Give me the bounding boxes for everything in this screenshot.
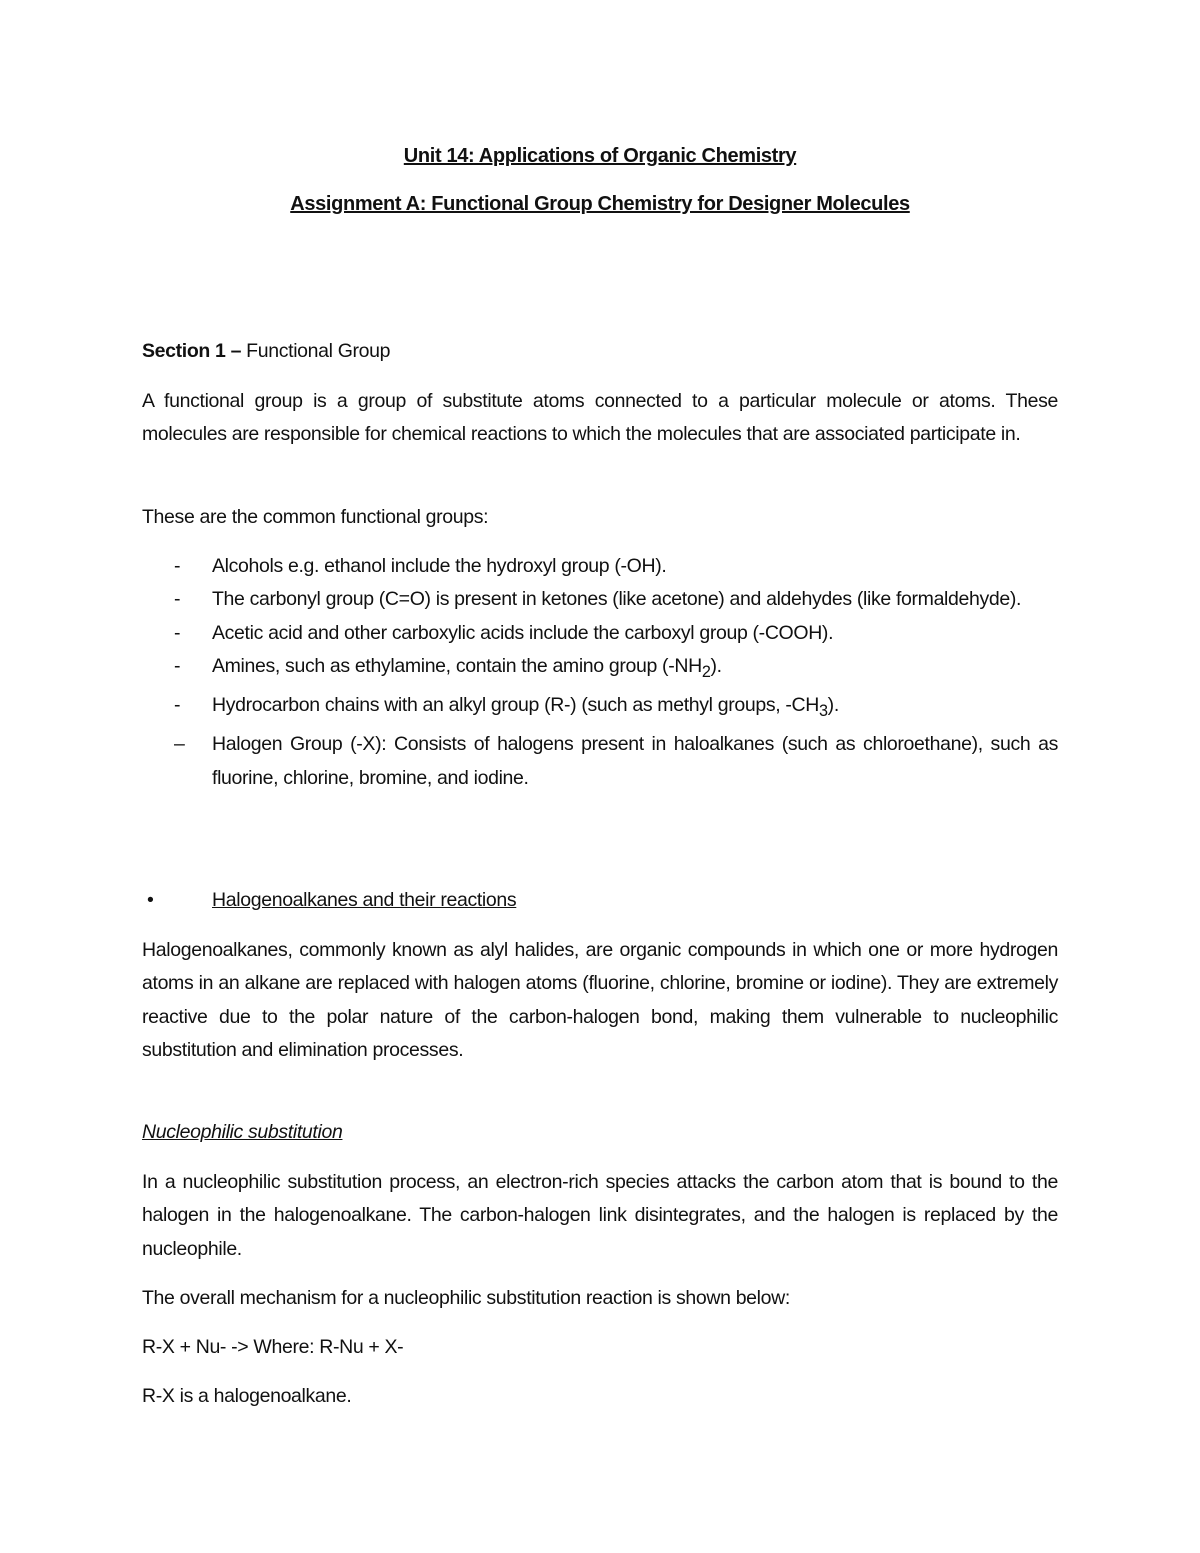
list-item-text: Acetic acid and other carboxylic acids include the carboxyl group (-COOH). — [212, 621, 834, 644]
mechanism-intro: The overall mechanism for a nucleophilic substitution reaction is shown below: — [142, 1287, 790, 1309]
subscript: 2 — [701, 662, 711, 681]
section-heading-text: Functional Group — [241, 340, 391, 362]
subscript: 3 — [818, 701, 828, 720]
list-intro: These are the common functional groups: — [142, 506, 489, 528]
list-item-text: ). — [710, 654, 722, 677]
halogenoalkanes-heading — [142, 884, 1058, 917]
functional-group-paragraph: A functional group is a group of substitute atoms connected to a particular molecule or atoms. These molecules are responsible for chemical reactions to which the molecules that are associated participate in. — [142, 390, 1058, 446]
list-item-text: Amines, such as ethylamine, contain the amino group (-NH — [212, 654, 702, 677]
list-marker: - — [174, 588, 181, 611]
list-marker: - — [174, 555, 181, 577]
document-title: Unit 14: Applications of Organic Chemistry — [403, 145, 797, 167]
list-item — [142, 728, 1058, 795]
equation-note: R-X is a halogenoalkane. — [142, 1385, 352, 1407]
nucleophilic-heading-text: Nucleophilic substitution — [142, 1121, 343, 1143]
list-marker: - — [174, 621, 181, 644]
list-item-text: Halogen Group (-X): Consists of halogens present in haloalkanes (such as chloroethane), such as fluorine, chlorine, bromine, and iodine. — [212, 733, 1058, 789]
list-item — [142, 583, 1058, 616]
halogenoalkanes-paragraph: Halogenoalkanes, commonly known as alyl halides, are organic compounds in which one or more hydrogen atoms in an alkane are replaced with halogen atoms (fluorine, chlorine, bromine or iodine). They are extremely reactive due to the polar nature of the carbon-halogen bond, making them vulnerable to nucleophilic substitution and elimination processes. — [142, 939, 1058, 1061]
section-label: Section 1 – — [142, 340, 242, 362]
reaction-equation: R-X + Nu- -> Where: R-Nu + X- — [142, 1336, 404, 1358]
halogenoalkanes-heading-text: Halogenoalkanes and their reactions — [212, 889, 517, 911]
list-item — [142, 650, 1058, 689]
list-item — [142, 689, 1058, 728]
nucleophilic-paragraph: In a nucleophilic substitution process, an electron-rich species attacks the carbon atom that is bound to the halogen in the halogenoalkane. The carbon-halogen link disintegrates, and the halogen is replaced by the nucleophile. — [142, 1171, 1058, 1260]
list-item-text: Alcohols e.g. ethanol include the hydroxyl group (-OH). — [212, 555, 667, 577]
list-marker: - — [174, 654, 181, 677]
list-item-text: ). — [827, 694, 839, 717]
assignment-title: Assignment A: Functional Group Chemistry for Designer Molecules — [290, 193, 910, 215]
list-marker: - — [174, 694, 181, 717]
bullet-icon: • — [147, 889, 154, 911]
list-item-text: The carbonyl group (C=O) is present in ketones (like acetone) and aldehydes (like formaldehyde). — [212, 588, 1022, 611]
functional-group-list — [142, 550, 1058, 795]
section-heading — [142, 335, 1058, 368]
list-item — [142, 617, 1058, 650]
list-item-text: Hydrocarbon chains with an alkyl group (R-) (such as methyl groups, -CH — [212, 694, 819, 717]
list-marker: – — [174, 733, 185, 756]
list-item — [142, 550, 1058, 583]
nucleophilic-heading — [142, 1116, 1058, 1149]
